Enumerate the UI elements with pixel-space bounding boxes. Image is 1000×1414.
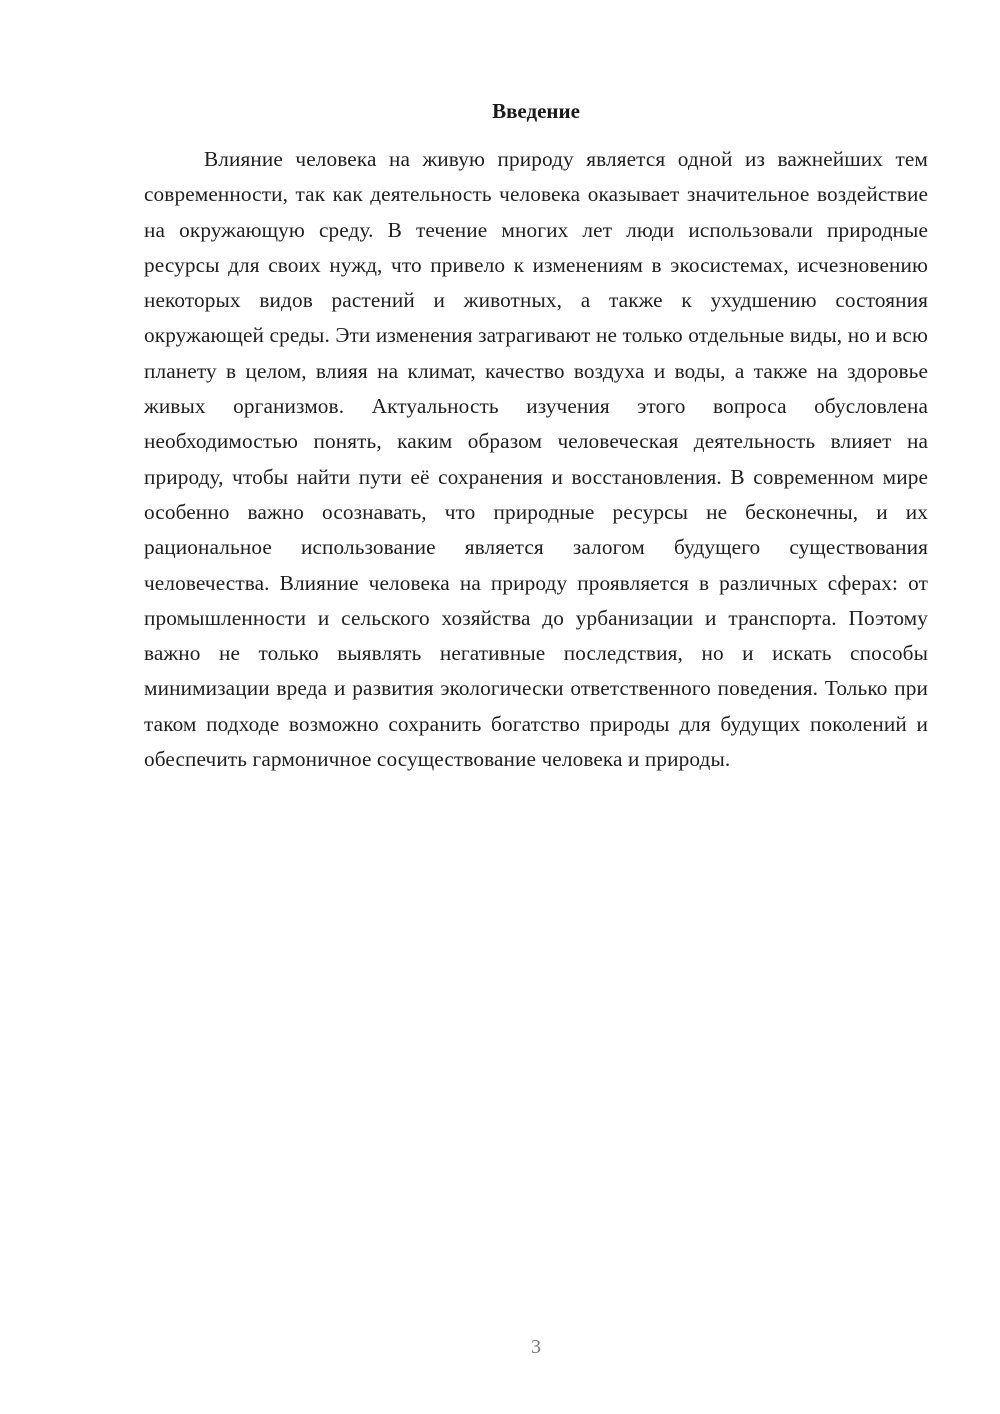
introduction-paragraph: Влияние человека на живую природу является одной из важнейших тем современности, так как деятельность человека оказывает значительное воздействие на окружающую среду. В течение многих лет люди использовали природные ресурсы для своих нужд, что привело к изменениям в экосистемах, исчезновению некоторых видов растений и животных, а также к ухудшению состояния окружающей среды. Эти изменения затрагивают не только отдельные виды, но и всю планету в целом, влияя на климат, качество воздуха и воды, а также на здоровье живых организмов. Актуальность изучения этого вопроса обусловлена необходимостью понять, каким образом человеческая деятельность влияет на природу, чтобы найти пути её сохранения и восстановления. В современном мире особенно важно осознавать, что природные ресурсы не бесконечны, и их рациональное использование является залогом будущего существования человечества. Влияние человека на природу проявляется в различных сферах: от промышленности и сельского хозяйства до урбанизации и транспорта. Поэтому важно не только выявлять негативные последствия, но и искать способы минимизации вреда и развития экологически ответственного поведения. Только при таком подходе возможно сохранить богатство природы для будущих поколений и обеспечить гармоничное сосуществование человека и природы.	[144, 147, 928, 772]
section-title: Введение	[492, 99, 580, 123]
page-number: 3	[531, 1336, 541, 1358]
